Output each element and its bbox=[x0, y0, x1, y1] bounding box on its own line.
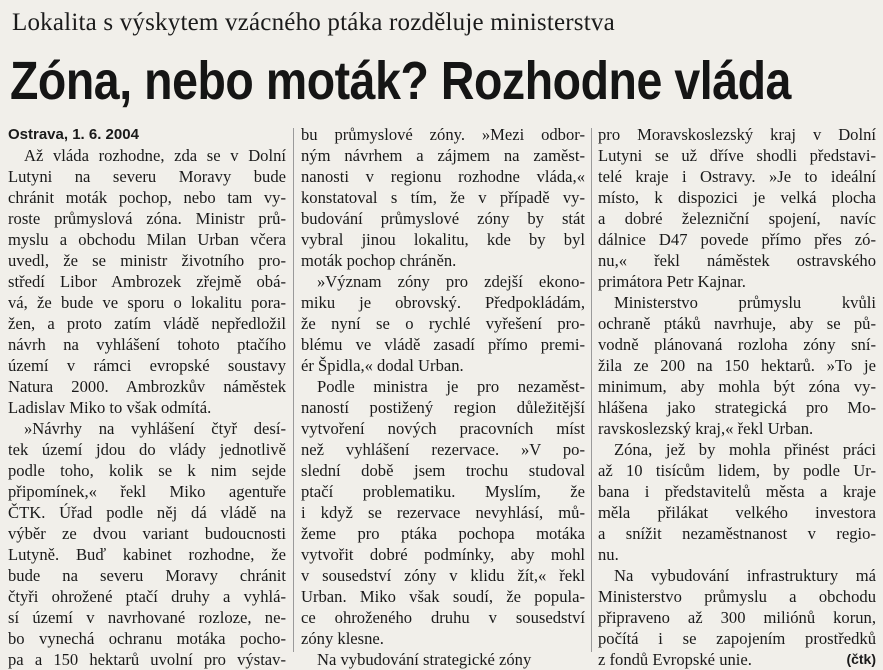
text-line: podle toho, kolik se k nim sejde bbox=[8, 461, 286, 480]
text-line: nanosti v regionu rozhodne vláda,« bbox=[301, 167, 585, 186]
text-line: minimum, aby mohla být zóna vy- bbox=[598, 377, 876, 396]
article-headline: Zóna, nebo moták? Rozhodne vláda bbox=[10, 51, 791, 111]
author-credit: (čtk) bbox=[846, 651, 876, 667]
text-line: až 10 tisícům lidem, by podle Ur- bbox=[598, 461, 876, 480]
text-line: návrh na vyhlášení tohoto ptačího bbox=[8, 335, 286, 354]
text-line: ravskoslezský kraj,« řekl Urban. bbox=[598, 419, 814, 438]
text-line: tek území jdou do vlády jednotlivě bbox=[8, 440, 286, 459]
text-line: než vyhlášení rezervace. »V po- bbox=[301, 440, 585, 459]
text-line: připraveno až 300 miliónů korun, bbox=[598, 608, 876, 627]
text-line: žen, a proto zatím vládě nepředložil bbox=[8, 314, 286, 333]
text-line: připomínek,« řekl Miko agentuře bbox=[8, 482, 286, 501]
text-line: žila ze 200 na 150 hektarů. »To je bbox=[598, 356, 876, 375]
text-line: Lutyni se už dříve shodli představi- bbox=[598, 146, 876, 165]
article-column-3 bbox=[598, 124, 876, 669]
text-line: slední době jsem trochu studoval bbox=[301, 461, 585, 480]
text-line: Ladislav Miko to však odmítá. bbox=[8, 398, 212, 417]
text-line: Ministerstvo průmyslu kvůli bbox=[614, 293, 876, 312]
text-line: ér Špidla,« dodal Urban. bbox=[301, 356, 464, 375]
text-line: vytvoření nových pracovních míst bbox=[301, 419, 585, 438]
text-line: konstatoval s tím, že v případě vy- bbox=[301, 188, 585, 207]
text-line: že nyní se o rychlé vyřešení pro- bbox=[301, 314, 585, 333]
text-line: budování průmyslové zóny by stát bbox=[301, 209, 585, 228]
text-line: primátora Petr Kajnar. bbox=[598, 272, 746, 291]
text-line: středí Libor Ambrozek zřejmě obá- bbox=[8, 272, 286, 291]
text-line: počítá i se zapojením prostředků bbox=[598, 629, 876, 648]
text-line: čtyři ohrožené ptačí druhy a vyhlá- bbox=[8, 587, 286, 606]
text-line: bu průmyslové zóny. »Mezi odbor- bbox=[301, 125, 585, 144]
text-line: vodně plánovaná rozloha zóny sní- bbox=[598, 335, 876, 354]
column-divider bbox=[293, 128, 294, 652]
text-line: pa a 150 hektarů uvolní pro výstav- bbox=[8, 650, 286, 669]
text-line: »Význam zóny pro zdejší ekono- bbox=[317, 272, 585, 291]
text-line: měla přilákat velkého investora bbox=[598, 503, 876, 522]
text-line: zóny klesne. bbox=[301, 629, 384, 648]
text-line: telé kraje i Ostravy. »Je to ideální bbox=[598, 167, 876, 186]
text-line: blému ve vládě zasadí přímo premi- bbox=[301, 335, 585, 354]
text-line: miku je obrovský. Předpokládám, bbox=[301, 293, 585, 312]
text-line: a dobré železniční spojení, navíc bbox=[598, 209, 876, 228]
text-line: z fondů Evropské unie. bbox=[598, 650, 752, 669]
text-line: nu,« řekl náměstek ostravského bbox=[598, 251, 876, 270]
text-line: ptačí problematiku. Myslím, že bbox=[301, 482, 585, 501]
text-line: Ministerstvo průmyslu a obchodu bbox=[598, 587, 876, 606]
text-line: v sousedství zóny v klidu žít,« řekl bbox=[301, 566, 585, 585]
text-line: dálnice D47 povede přímo přes zó- bbox=[598, 230, 876, 249]
text-line: pro Moravskoslezský kraj v Dolní bbox=[598, 125, 876, 144]
text-line: Zóna, jež by mohla přinést práci bbox=[614, 440, 876, 459]
text-line: Podle ministra je pro nezaměst- bbox=[317, 377, 585, 396]
text-line: uvedl, že se ministr životního pro- bbox=[8, 251, 286, 270]
text-line: žeme pro ptáka pochopa motáka bbox=[301, 524, 585, 543]
text-line: Lutyně. Buď kabinet rozhodne, že bbox=[8, 545, 286, 564]
article-column-2 bbox=[301, 124, 585, 669]
text-line: výběr ze dvou variant budoucnosti bbox=[8, 524, 286, 543]
text-line: nu. bbox=[598, 545, 619, 564]
text-line: vá, že bude ve sporu o lokalitu pora- bbox=[8, 293, 286, 312]
text-line: vytvořit dobré podmínky, aby mohl bbox=[301, 545, 585, 564]
text-line: bo vynechá ochranu motáka pocho- bbox=[8, 629, 286, 648]
text-line: chránit moták pochop, nebo tam vy- bbox=[8, 188, 286, 207]
text-line: bana i představitelů města a kraje bbox=[598, 482, 876, 501]
text-line: ochraně ptáků navrhuje, aby se pů- bbox=[598, 314, 876, 333]
text-line: bude na severu Moravy chránit bbox=[8, 566, 286, 585]
text-line: roste průmyslová zóna. Ministr prů- bbox=[8, 209, 286, 228]
text-line: území v rámci evropské soustavy bbox=[8, 356, 286, 375]
text-line: moták pochop chráněn. bbox=[301, 251, 457, 270]
text-line: Urban. Miko však soudí, že popula- bbox=[301, 587, 585, 606]
article-dateline: Ostrava, 1. 6. 2004 bbox=[8, 126, 139, 143]
text-line: ČTK. Úřad podle něj dá vládě na bbox=[8, 503, 286, 522]
article-body bbox=[8, 124, 876, 669]
text-line: i když se rezervace nevyhlásí, mů- bbox=[301, 503, 585, 522]
text-line-final bbox=[598, 649, 876, 670]
text-line: Natura 2000. Ambrozkův náměstek bbox=[8, 377, 286, 396]
text-line: myslu a obchodu Milan Urban včera bbox=[8, 230, 286, 249]
text-line: a snížit nezaměstnanost v regio- bbox=[598, 524, 876, 543]
text-line: Na vybudování strategické zóny bbox=[317, 650, 532, 669]
text-line: sí území v navrhované rozloze, ne- bbox=[8, 608, 286, 627]
article-kicker: Lokalita s výskytem vzácného ptáka rozděluje ministerstva bbox=[12, 9, 615, 36]
text-line: »Návrhy na vyhlášení čtyř desí- bbox=[24, 419, 286, 438]
text-line: hlášena jako strategická pro Mo- bbox=[598, 398, 876, 417]
text-line: ce ohroženého druhu v sousedství bbox=[301, 608, 585, 627]
text-line: vybral jinou lokalitu, kde by byl bbox=[301, 230, 585, 249]
article-column-1 bbox=[8, 124, 286, 669]
text-line: Lutyni na severu Moravy bude bbox=[8, 167, 286, 186]
text-line: Na vybudování infrastruktury má bbox=[614, 566, 876, 585]
text-line: místo, k dispozici je velká plocha bbox=[598, 188, 876, 207]
text-line: Až vláda rozhodne, zda se v Dolní bbox=[24, 146, 286, 165]
column-divider bbox=[591, 128, 592, 652]
text-line: naností postižený region důležitější bbox=[301, 398, 585, 417]
text-line: ným návrhem a zájmem na zaměst- bbox=[301, 146, 585, 165]
